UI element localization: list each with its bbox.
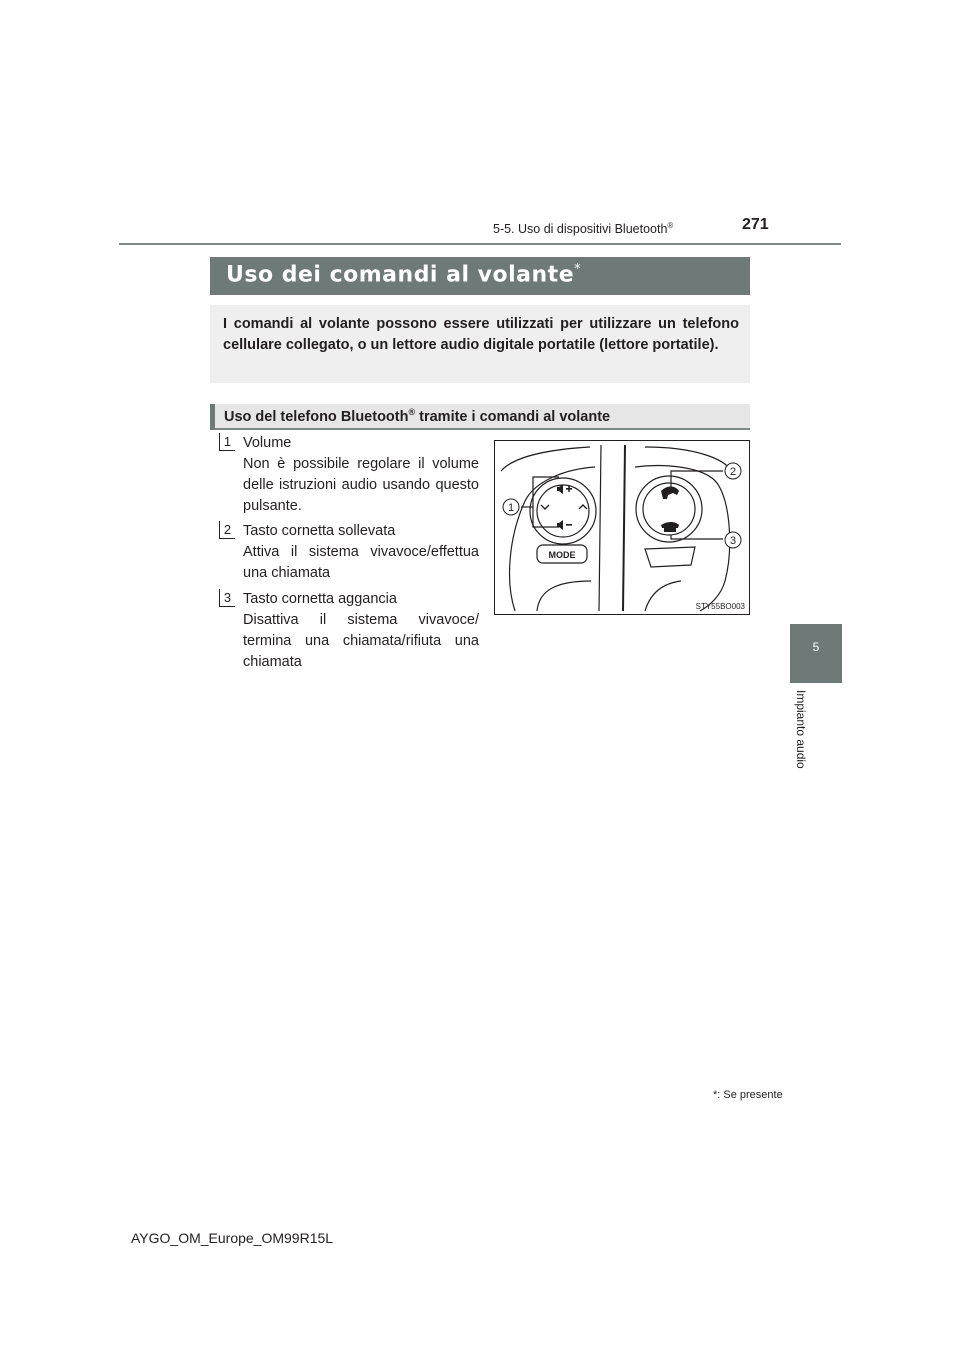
callout-1: 1 — [507, 502, 515, 514]
chapter-tab-number: 5 — [812, 640, 820, 654]
subsection-bar — [210, 404, 750, 430]
item-title-3: Tasto cornetta aggancia — [243, 591, 397, 607]
illustration-code: STY55BO003 — [695, 602, 745, 611]
footnote: *: Se presente — [713, 1089, 783, 1101]
running-header: 5-5. Uso di dispositivi Bluetooth® — [493, 221, 674, 237]
item-number-2: 2 — [219, 521, 235, 539]
arrow-icons — [541, 505, 587, 509]
item-desc-1: Non è possibile regolare il volume delle istruzioni audio usando questo pulsante. — [243, 456, 479, 514]
item-title-1: Volume — [243, 435, 292, 451]
section-title-bar — [210, 257, 750, 295]
callout-2: 2 — [729, 466, 737, 478]
intro-text: I comandi al volante possono essere utilizzati per utilizzare un telefono cellulare collegato, o un lettore audio digitale portatile (lettore portatile). — [223, 316, 739, 353]
item-desc-3: Disattiva il sistema vivavoce/ termina una chiamata/rifiuta una chiamata — [243, 612, 479, 670]
subsection-accent — [210, 404, 215, 430]
phone-icons — [661, 487, 679, 533]
item-number-3: 3 — [219, 589, 235, 607]
footer-doc-id: AYGO_OM_Europe_OM99R15L — [131, 1230, 334, 1246]
callout-3: 3 — [729, 535, 737, 547]
item-title-2: Tasto cornetta sollevata — [243, 523, 396, 539]
item-number-1: 1 — [219, 433, 235, 451]
subsection-title: Uso del telefono Bluetooth® tramite i comandi al volante — [224, 407, 611, 425]
mode-label: MODE — [548, 550, 576, 560]
asterisk-icon: * — [574, 262, 582, 277]
volume-icons — [557, 484, 572, 530]
header-rule — [119, 243, 841, 245]
intro-box — [210, 305, 750, 383]
asterisk-icon: * — [713, 1089, 718, 1101]
steering-wheel-drawing — [495, 441, 749, 614]
page-number: 271 — [742, 216, 769, 233]
steering-wheel-illustration — [494, 440, 750, 615]
chapter-tab-label: Impianto audio — [794, 690, 808, 769]
item-desc-2: Attiva il sistema vivavoce/effettua una chiamata — [243, 544, 479, 581]
section-title: Uso dei comandi al volante* — [226, 262, 582, 288]
